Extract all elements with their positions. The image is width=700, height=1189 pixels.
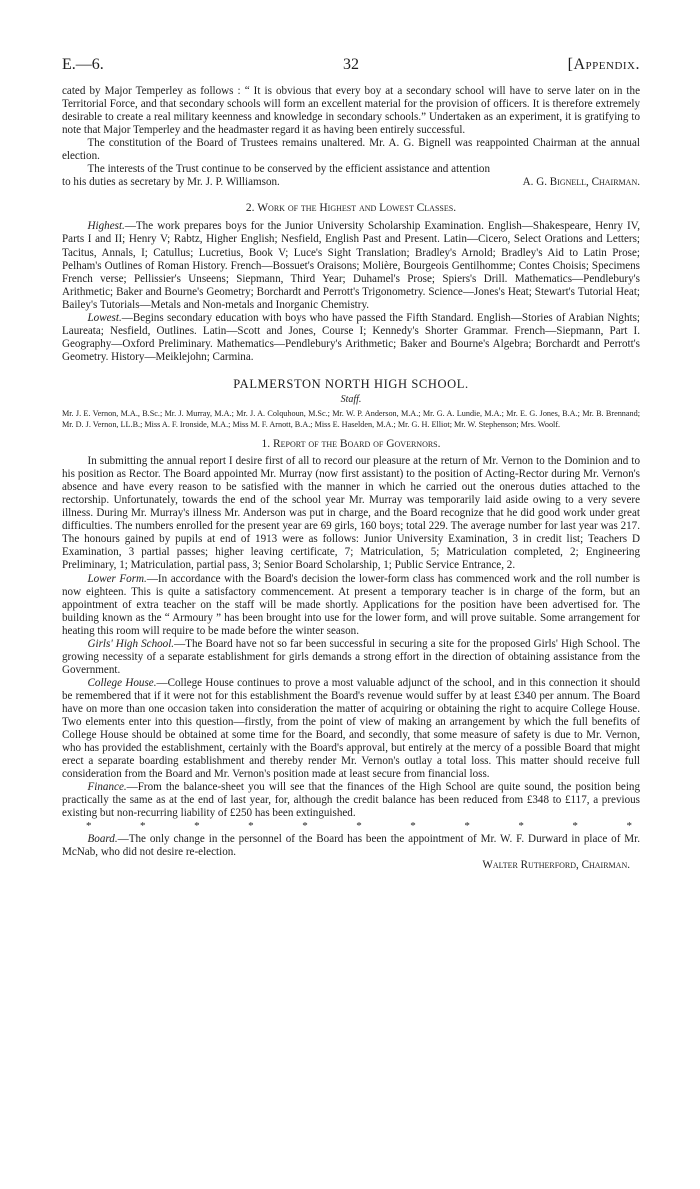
lowest-text: —Begins secondary education with boys who have passed the Fifth Standard. English—Stories of Arabian Nights; Laureata; Nesfield, Outlines. Latin—Scott and Jones, Course I; Kennedy's Shorter Grammar. French—Siepmann, Part I. Geography—Oxford Preliminary. Mathematics—Pendlebury's Arithmetic; Baker and Bourne's Algebra; Borchardt and Perrott's Geometry. History—Meiklejohn; Carmina. bbox=[62, 311, 640, 363]
trustees-secretary-paragraph: The interests of the Trust continue to be conserved by the efficient assistance and attention to his duties as secretary by Mr. J. P. Williamson. bbox=[62, 163, 490, 189]
staff-heading: Staff. bbox=[340, 393, 362, 405]
girls-high-school-paragraph bbox=[62, 638, 640, 677]
finance-paragraph bbox=[62, 781, 640, 820]
lower-form-text: —In accordance with the Board's decision the lower-form class has commenced work and the roll number is now eighteen. This is quite a satisfactory commencement. At present a temporary teacher is in charge of the form, but an appointment of extra teacher on the staff will be made shortly. Applications for the position have been advertised for. The building known as the “ Armoury ” has been brought into use for the lower form, and will prove suitable. Some arrangement for heating this room will require to be made before the winter season. bbox=[62, 572, 640, 637]
lowest-label: Lowest. bbox=[87, 311, 122, 324]
trustees-secretary-block bbox=[62, 163, 640, 189]
college-house-paragraph bbox=[62, 677, 640, 781]
header-appendix: [Appendix. bbox=[567, 56, 640, 73]
work-section-heading: 2. Work of the Highest and Lowest Classes. bbox=[245, 202, 457, 215]
section-break-stars bbox=[62, 820, 640, 833]
highest-class-paragraph bbox=[62, 220, 640, 311]
star: * bbox=[572, 820, 578, 833]
lower-form-label: Lower Form. bbox=[87, 572, 147, 585]
report-heading: 1. Report of the Board of Governors. bbox=[261, 438, 441, 451]
college-house-text: —College House continues to prove a most valuable adjunct of the school, and in this connection it should be remembered that if it were not for this establishment the Board's revenue would suffer by at least £340 per annum. The Board have on more than one occasion taken into consideration the matter of acquiring or obtaining the right to acquire College House. Two elements enter into this question—firstly, from the point of view of making an arrangement by which the full benefits of College House should be obtained at some time for the Board, and secondly, that some measure of safety is due to Mr. Vernon, who has provided the establishment, certainly with the Board's approval, but entirely at the mercy of a possible Board that might erect a separate boarding establishment and thereby render Mr. Vernon's outlay a total loss. This matter should receive full consideration from the Board and Mr. Vernon's position made at least secure from financial loss. bbox=[62, 676, 640, 781]
lower-form-paragraph bbox=[62, 573, 640, 638]
star: * bbox=[410, 820, 416, 833]
star: * bbox=[626, 820, 632, 833]
college-house-label: College House. bbox=[87, 676, 157, 689]
rutherford-signature: Walter Rutherford, Chairman. bbox=[482, 859, 630, 872]
star: * bbox=[302, 820, 308, 833]
star: * bbox=[86, 820, 92, 833]
header-reference: E.—6. bbox=[62, 56, 104, 73]
star: * bbox=[464, 820, 470, 833]
page-header bbox=[62, 56, 640, 78]
rutherford-signature-line bbox=[62, 859, 640, 872]
finance-text: —From the balance-sheet you will see that the finances of the High School are quite sound, the position being practically the same as at the end of last year, for, although the credit balance has been reduced from £348 to £117, a previous existing but non-recurring liability of £250 has been extinguished. bbox=[62, 781, 640, 820]
trustees-constitution-paragraph: The constitution of the Board of Trustees remains unaltered. Mr. A. G. Bignell was reappointed Chairman at the annual election. bbox=[62, 137, 640, 163]
star: * bbox=[140, 820, 146, 833]
school-title: PALMERSTON NORTH HIGH SCHOOL. bbox=[233, 376, 469, 391]
bignell-signature: A. G. Bignell, Chairman. bbox=[522, 176, 640, 189]
board-text: —The only change in the personnel of the Board has been the appointment of Mr. W. F. Durward in place of Mr. McNab, who did not desire re-election. bbox=[62, 833, 640, 859]
board-paragraph bbox=[62, 833, 640, 859]
staff-list: Mr. J. E. Vernon, M.A., B.Sc.; Mr. J. Murray, M.A.; Mr. J. A. Colquhoun, M.Sc.; Mr. W. P. Anderson, M.A.; Mr. G. A. Lundie, M.A.; Mr. E. G. Jones, B.A.; Mr. B. Brennand; Mr. D. J. Vernon, LL.B.; Miss A. F. Ironside, M.A.; Miss M. F. Arnott, B.A.; Miss E. Haselden, M.A.; Mr. G. H. Elliot; Mr. W. Stephenson; Mrs. Woolf. bbox=[62, 409, 640, 430]
girls-high-school-label: Girls' High School. bbox=[87, 637, 175, 650]
star: * bbox=[248, 820, 254, 833]
lowest-class-paragraph bbox=[62, 312, 640, 364]
highest-label: Highest. bbox=[87, 220, 125, 233]
girls-high-school-text: —The Board have not so far been successful in securing a site for the proposed Girls' High School. The growing necessity of a separate establishment for girls demands a strong effort in the direction of obtaining assistance from the Government. bbox=[62, 637, 640, 676]
star: * bbox=[356, 820, 362, 833]
highest-text: —The work prepares boys for the Junior University Scholarship Examination. English—Shakespeare, Henry IV, Parts I and II; Henry V; Rabtz, Higher English; Nesfield, English Past and Present. Latin—Cicero, Select Orations and Letters; Tacitus, Annals, I; Catullus; Lucretius, Book V; Luce's Sight Translation; Bradley's Arnold; Bradley's Aid to Latin Prose; Pelham's Outlines of Roman History. French—Bossuet's Oraisons; Molière, Bourgeois Gentilhomme; Contes Choisis; Specimens French verse; Pellissier's Unseens; Siepmann, Third Year; Duhamel's Prose; Spiers's Drill. Mathematics—Pendlebury's Arithmetic; Baker and Bourne's Geometry; Borchardt and Perrott's Trigonometry. Science—Jones's Heat; Stewart's Tutorial Heat; Bailey's Tutorials—Metals and Non-metals and Inorganic Chemistry. bbox=[62, 220, 640, 311]
document-page bbox=[62, 56, 640, 873]
board-label: Board. bbox=[87, 833, 118, 846]
report-intro-paragraph: In submitting the annual report I desire first of all to record our pleasure at the return of Mr. Vernon to the Dominion and to his position as Rector. The Board appointed Mr. Murray (now first assistant) to the position of Acting-Rector during Mr. Vernon's absence and have every reason to be satisfied with the manner in which he carried out the onerous duties attached to the rectorship. Unfortunately, towards the end of the school year Mr. Murray was temporarily laid aside owing to a very severe illness. During Mr. Murray's illness Mr. Anderson was put in charge, and the Board recognize that he did good work under great difficulties. The numbers enrolled for the present year are 69 girls, 160 boys; total 229. The average number for last year was 217. The honours gained by pupils at end of 1913 were as follows: Junior University Examination, 3 in credit list; Teachers D Examination, 3 partial passes; higher leaving certificate, 7; Matriculation, 5; Matriculation completed, 2; Engineering Preliminary, 1; Matriculation, partial pass, 3; Senior Board Scholarship, 1; Public Service Entrance, 2. bbox=[62, 455, 640, 572]
star: * bbox=[518, 820, 524, 833]
page-number: 32 bbox=[343, 56, 359, 73]
star: * bbox=[194, 820, 200, 833]
trustees-paragraph-continued: cated by Major Temperley as follows : “ It is obvious that every boy at a secondary school will have to serve later on in the Territorial Force, and that secondary schools will form an excellent material for the provision of officers. It is therefore extremely desirable to create a real military keenness and knowledge in secondary schools.” Undertaken as an experiment, it is gratifying to note that Major Temperley and the headmaster regard it as having been entirely successful. bbox=[62, 85, 640, 137]
finance-label: Finance. bbox=[87, 781, 127, 794]
